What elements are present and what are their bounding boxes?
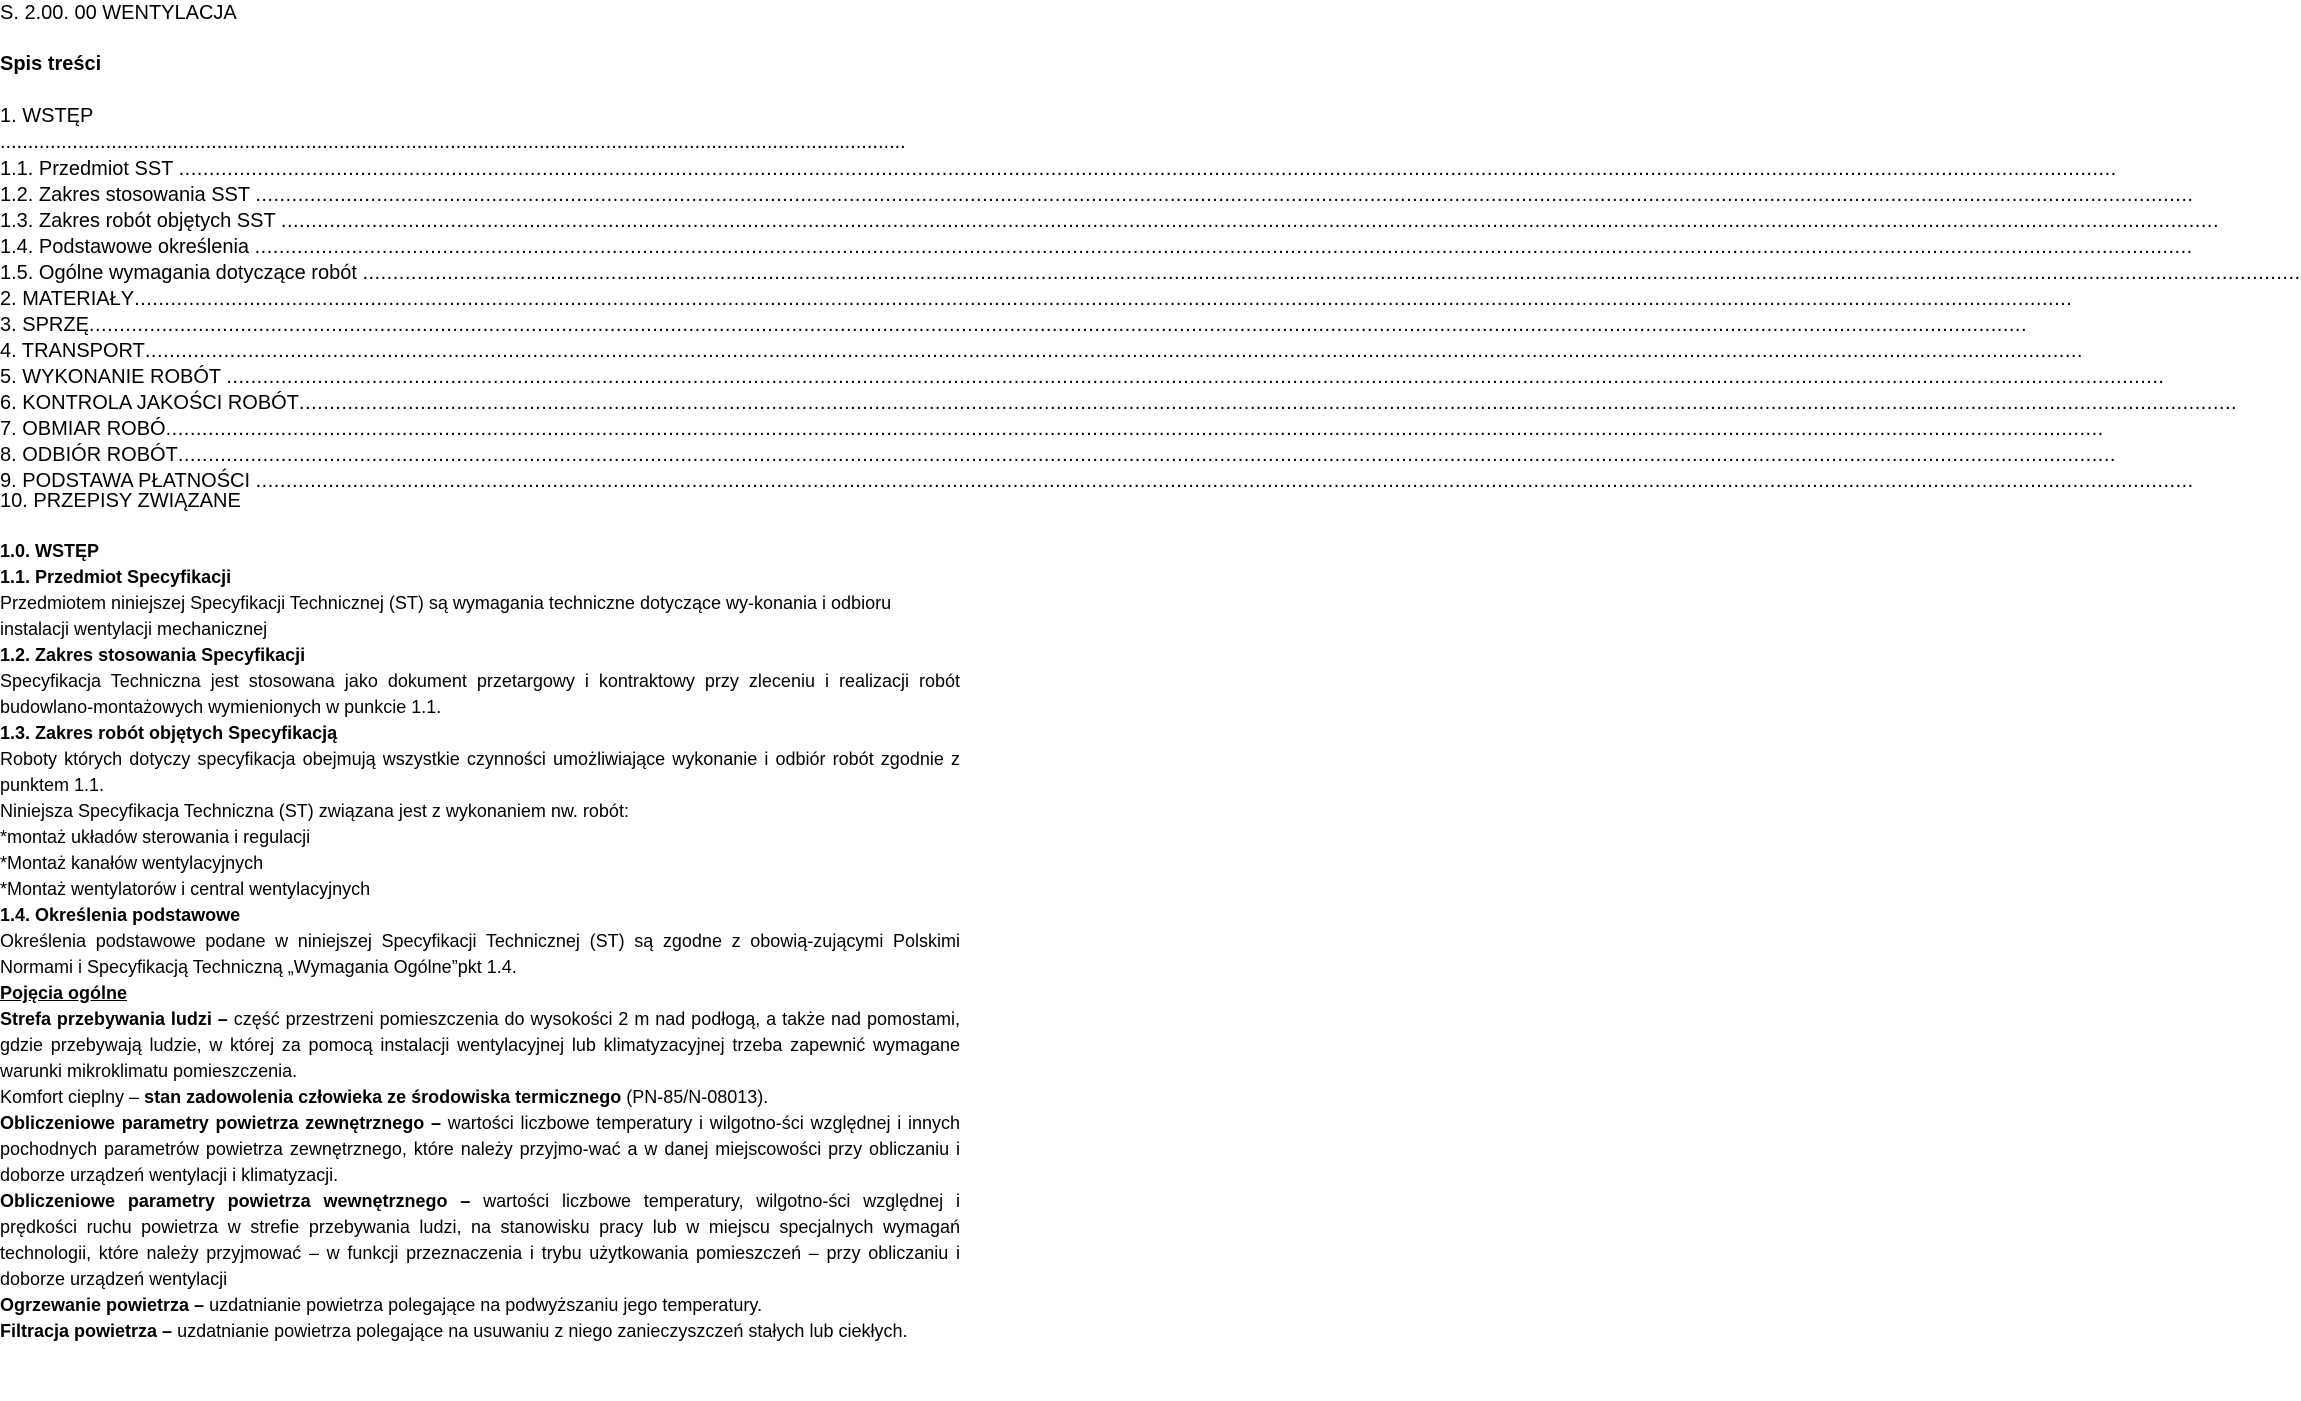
definition-text: wartości liczbowe temperatury i wilgotno-ści względnej i innych pochodnych parametrów powietrza zewnętrznego, które należy przyjmo-wać a w danej miejscowości przy obliczaniu i doborze urządzeń wentylacji i klimatyzacji. — [0, 1113, 960, 1185]
toc-entry-label: 1.4. Podstawowe określenia — [0, 236, 255, 258]
toc-leader-dots: ................................................................................................................................................................................................................................................................................................................................ — [362, 262, 2301, 284]
subheading-pojecia — [0, 980, 960, 1006]
toc-entry[interactable] — [0, 260, 2301, 286]
toc-entry-label: 7. OBMIAR ROBÓ — [0, 418, 166, 440]
toc-entry-label: 3. SPRZĘ — [0, 314, 89, 336]
toc-leader-dots: ................................................................................................................................................................................................................................................................................................................................ — [255, 184, 2194, 206]
toc-leader-dots: ................................................................................................................................................................................................................................................................................................................................ — [280, 210, 2220, 232]
toc-entry-label: 8. ODBIÓR ROBÓT — [0, 444, 178, 466]
toc-entry[interactable] — [0, 286, 2073, 312]
toc-entry-wstep[interactable]: 1. WSTĘP — [0, 105, 94, 127]
definition-text: (PN-85/N-08013). — [621, 1087, 769, 1107]
toc-leader-dots: ................................................................................................................................................................................................................................................................................................................................ — [88, 314, 2028, 336]
document-header: S. 2.00. 00 WENTYLACJA — [0, 2, 237, 24]
definition-term: Ogrzewanie powietrza – — [0, 1295, 205, 1315]
toc-entry-label: 4. TRANSPORT — [0, 340, 145, 362]
list-item: *Montaż wentylatorów i central wentylacyjnych — [0, 879, 371, 899]
definition-text: uzdatnianie powietrza polegające na podwyższaniu jego temperatury. — [204, 1295, 763, 1315]
toc-entry[interactable] — [0, 182, 2194, 208]
toc-entry-label: 1.2. Zakres stosowania SST — [0, 184, 256, 206]
paragraph-1-3-a: Roboty których dotyczy specyfikacja obejmują wszystkie czynności umożliwiające wykonanie i odbiór robót zgodnie z punktem 1.1. — [0, 749, 960, 795]
definition-zewnetrzne — [0, 1110, 960, 1188]
toc-leader-dots: ................................................................................................................................................................................................................................................................................................................................ — [254, 236, 2193, 258]
toc-entry[interactable] — [0, 234, 2193, 260]
list-item: *Montaż kanałów wentylacyjnych — [0, 853, 264, 873]
definition-wewnetrzne — [0, 1188, 960, 1292]
toc-leader-dots: ................................................................................................................................................................................................................................................................................................................................ — [226, 366, 2165, 388]
section-heading-1-0: 1.0. WSTĘP — [0, 541, 100, 561]
toc-leader-dots: ................................................................................................................................................................................................................................................................................................................................ — [298, 392, 2238, 414]
toc-entry[interactable] — [0, 390, 2238, 416]
definition-text: część przestrzeni pomieszczenia do wysokości 2 m nad podłogą, a także nad pomostami, gdzie przebywają ludzie, w której za pomocą instalacji wentylacyjnej lub klimatyzacyjnej trzeba zapewnić wymagane warunki mikroklimatu pomieszczenia. — [0, 1009, 960, 1081]
toc-leader-dots: ................................................................................................................................................................................................................................................................................................................................ — [178, 158, 2117, 180]
definition-filtracja — [0, 1318, 960, 1344]
toc-entry-label: 1.5. Ogólne wymagania dotyczące robót — [0, 262, 363, 284]
toc-entry[interactable] — [0, 338, 2083, 364]
toc-leader-dots: ................................................................................................................................................................................................................................................................................................................................ — [134, 288, 2073, 310]
toc-entry-label: 2. MATERIAŁY — [0, 288, 135, 310]
definition-strefa — [0, 1006, 960, 1084]
pojecia-label: Pojęcia ogólne — [0, 983, 128, 1003]
definition-text: wartości liczbowe temperatury, wilgotno-ści względnej i prędkości ruchu powietrza w strefie przebywania ludzi, na stanowisku pracy lub w miejscu specjalnych wymagań technologii, które należy przyjmować – w funkcji przeznaczenia i trybu użytkowania pomieszczeń – przy obliczaniu i doborze urządzeń wentylacji — [0, 1191, 960, 1289]
toc-entry[interactable] — [0, 416, 2104, 442]
toc-leader-dots: ................................................................................................................................................................................................................................................................................................................................ — [255, 470, 2194, 492]
toc-entry[interactable] — [0, 442, 2116, 468]
definition-komfort — [0, 1084, 960, 1110]
paragraph-1-1: Przedmiotem niniejszej Specyfikacji Technicznej (ST) są wymagania techniczne dotyczące wy-konania i odbioru — [0, 593, 892, 613]
section-heading-1-4: 1.4. Określenia podstawowe — [0, 905, 241, 925]
toc-entry[interactable] — [0, 364, 2165, 390]
toc-entry-label: 9. PODSTAWA PŁATNOŚCI — [0, 470, 256, 492]
toc-entry-label: 6. KONTROLA JAKOŚCI ROBÓT — [0, 392, 299, 414]
section-heading-1-3: 1.3. Zakres robót objętych Specyfikacją — [0, 723, 338, 743]
toc-entry-przepisy[interactable]: 10. PRZEPISY ZWIĄZANE — [0, 490, 241, 512]
definition-text: uzdatnianie powietrza polegające na usuwaniu z niego zanieczyszczeń stałych lub ciekłych. — [172, 1321, 908, 1341]
paragraph-1-1-b: instalacji wentylacji mechanicznej — [0, 619, 268, 639]
toc-leader-dots: ................................................................................................................................................................................................................................................................................................................................ — [144, 340, 2083, 362]
toc-entry[interactable] — [0, 156, 2117, 182]
toc-entry[interactable] — [0, 312, 2028, 338]
section-heading-1-2: 1.2. Zakres stosowania Specyfikacji — [0, 645, 306, 665]
document-body — [0, 538, 960, 1344]
list-item: *montaż układów sterowania i regulacji — [0, 827, 311, 847]
toc-leader-dots: ................................................................................................................................................................................................................................................................................................................................ — [177, 444, 2116, 466]
definition-text-bold: stan zadowolenia człowieka ze środowiska termicznego — [144, 1087, 622, 1107]
toc-entry[interactable] — [0, 208, 2220, 234]
definition-term: Obliczeniowe parametry powietrza wewnętrznego – — [0, 1191, 471, 1211]
toc-title: Spis treści — [0, 53, 102, 75]
paragraph-1-3-b: Niniejsza Specyfikacja Techniczna (ST) związana jest z wykonaniem nw. robót: — [0, 801, 629, 821]
definition-ogrzewanie — [0, 1292, 960, 1318]
toc-entry-label: 5. WYKONANIE ROBÓT — [0, 366, 227, 388]
definition-term: Komfort cieplny – — [0, 1087, 145, 1107]
toc-leader-dots: ................................................................................................................................................................... — [0, 131, 906, 153]
definition-term: Filtracja powietrza – — [0, 1321, 173, 1341]
section-heading-1-1: 1.1. Przedmiot Specyfikacji — [0, 567, 232, 587]
toc-entry-label: 1.1. Przedmiot SST — [0, 158, 179, 180]
paragraph-1-2: Specyfikacja Techniczna jest stosowana jako dokument przetargowy i kontraktowy przy zleceniu i realizacji robót budowlano-montażowych wymienionych w punkcie 1.1. — [0, 671, 960, 717]
definition-term: Strefa przebywania ludzi – — [0, 1009, 228, 1029]
paragraph-1-4: Określenia podstawowe podane w niniejszej Specyfikacji Technicznej (ST) są zgodne z obowią-zującymi Polskimi Normami i Specyfikacją Techniczną „Wymagania Ogólne”pkt 1.4. — [0, 931, 960, 977]
toc-leader-dots: ................................................................................................................................................................................................................................................................................................................................ — [165, 418, 2104, 440]
toc-entry-label: 1.3. Zakres robót objętych SST — [0, 210, 281, 232]
definition-term: Obliczeniowe parametry powietrza zewnętrznego – — [0, 1113, 441, 1133]
